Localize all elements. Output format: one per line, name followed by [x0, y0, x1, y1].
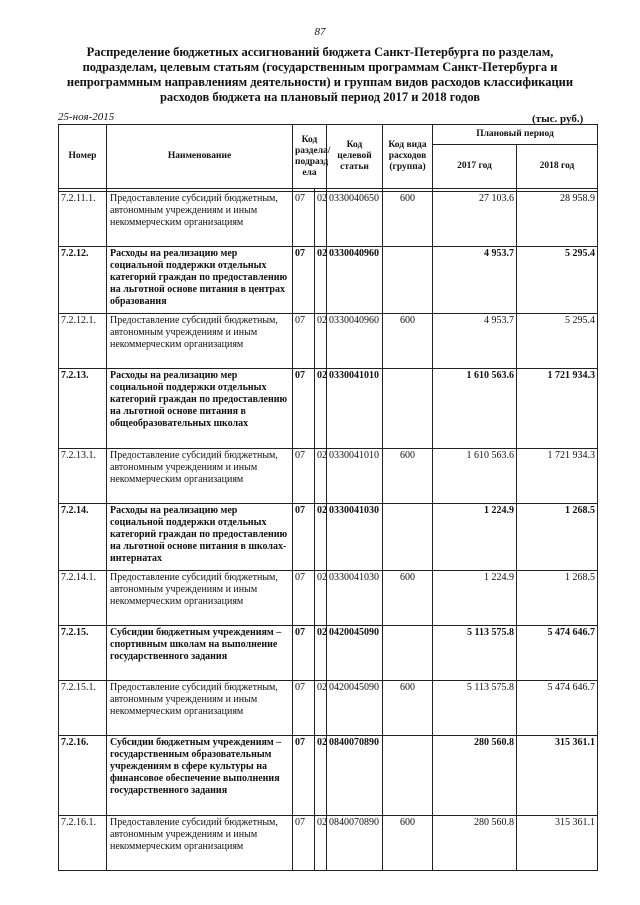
table-row — [59, 192, 598, 247]
row-name: Предоставление субсидий бюджетным, автономным учреждениям и иным некоммерческим организациям — [107, 192, 293, 247]
header-name: Наименование — [107, 125, 293, 189]
row-subsection: 02 — [315, 816, 327, 871]
row-subsection: 02 — [315, 681, 327, 736]
units-label: (тыс. руб.) — [532, 113, 584, 125]
row-target-code: 0330040960 — [327, 247, 383, 314]
row-value-2017: 4 953.7 — [433, 247, 517, 314]
row-section: 07 — [293, 504, 315, 571]
row-number: 7.2.15.1. — [59, 681, 107, 736]
row-section: 07 — [293, 571, 315, 626]
row-value-2017: 1 224.9 — [433, 571, 517, 626]
row-value-2018: 5 474 646.7 — [517, 681, 598, 736]
row-value-2018: 5 295.4 — [517, 247, 598, 314]
table-row — [59, 816, 598, 871]
row-section: 07 — [293, 449, 315, 504]
table-row — [59, 247, 598, 314]
row-value-2017: 280 560.8 — [433, 816, 517, 871]
row-target-code: 0840070890 — [327, 736, 383, 816]
row-section: 07 — [293, 681, 315, 736]
row-section: 07 — [293, 192, 315, 247]
row-expense-kind — [383, 369, 433, 449]
row-value-2018: 315 361.1 — [517, 816, 598, 871]
row-subsection: 02 — [315, 504, 327, 571]
row-value-2018: 28 958.9 — [517, 192, 598, 247]
row-number: 7.2.13.1. — [59, 449, 107, 504]
row-name: Расходы на реализацию мер социальной поддержки отдельных категорий граждан по предоставлению на льготной основе питания в школах-интернатах — [107, 504, 293, 571]
row-subsection: 02 — [315, 571, 327, 626]
row-number: 7.2.16. — [59, 736, 107, 816]
row-value-2017: 4 953.7 — [433, 314, 517, 369]
row-value-2018: 5 474 646.7 — [517, 626, 598, 681]
row-number: 7.2.14.1. — [59, 571, 107, 626]
row-number: 7.2.13. — [59, 369, 107, 449]
row-value-2018: 1 721 934.3 — [517, 449, 598, 504]
header-period: Плановый период — [433, 125, 598, 145]
header-number: Номер — [59, 125, 107, 189]
row-section: 07 — [293, 816, 315, 871]
row-target-code: 0330041030 — [327, 571, 383, 626]
row-number: 7.2.12. — [59, 247, 107, 314]
row-subsection: 02 — [315, 626, 327, 681]
row-section: 07 — [293, 247, 315, 314]
row-subsection: 02 — [315, 736, 327, 816]
row-expense-kind: 600 — [383, 314, 433, 369]
row-value-2017: 280 560.8 — [433, 736, 517, 816]
row-target-code: 0330040960 — [327, 314, 383, 369]
row-expense-kind: 600 — [383, 681, 433, 736]
table-row — [59, 504, 598, 571]
row-value-2018: 315 361.1 — [517, 736, 598, 816]
row-value-2017: 1 610 563.6 — [433, 369, 517, 449]
row-name: Предоставление субсидий бюджетным, автономным учреждениям и иным некоммерческим организациям — [107, 571, 293, 626]
row-value-2017: 1 224.9 — [433, 504, 517, 571]
table-row — [59, 736, 598, 816]
row-subsection: 02 — [315, 369, 327, 449]
row-target-code: 0420045090 — [327, 681, 383, 736]
page-number: 87 — [314, 26, 326, 38]
row-number: 7.2.11.1. — [59, 192, 107, 247]
row-subsection: 02 — [315, 192, 327, 247]
row-expense-kind — [383, 504, 433, 571]
row-name: Предоставление субсидий бюджетным, автономным учреждениям и иным некоммерческим организациям — [107, 314, 293, 369]
row-number: 7.2.16.1. — [59, 816, 107, 871]
row-value-2017: 5 113 575.8 — [433, 626, 517, 681]
row-name: Субсидии бюджетным учреждениям – государственным образовательным учреждениям в сфере культуры на финансовое обеспечение выполнения государственного задания — [107, 736, 293, 816]
header-2018: 2018 год — [517, 145, 598, 189]
row-target-code: 0330041010 — [327, 369, 383, 449]
row-value-2018: 1 721 934.3 — [517, 369, 598, 449]
row-name: Субсидии бюджетным учреждениям – спортивным школам на выполнение государственного задания — [107, 626, 293, 681]
table-row — [59, 314, 598, 369]
row-subsection: 02 — [315, 314, 327, 369]
row-section: 07 — [293, 736, 315, 816]
header-target: Код целевой статьи — [327, 125, 383, 189]
document-title: Распределение бюджетных ассигнований бюджета Санкт-Петербурга по разделам, подразделам, целевым статьям (государственным программам Санкт-Петербурга и непрограммным направлениям деятельности) и группам видов расходов классификации расходов бюджета на плановый период 2017 и 2018 годов — [66, 45, 574, 104]
row-name: Предоставление субсидий бюджетным, автономным учреждениям и иным некоммерческим организациям — [107, 681, 293, 736]
row-target-code: 0330041010 — [327, 449, 383, 504]
row-section: 07 — [293, 626, 315, 681]
table-row — [59, 369, 598, 449]
row-subsection: 02 — [315, 247, 327, 314]
row-target-code: 0840070890 — [327, 816, 383, 871]
row-expense-kind: 600 — [383, 449, 433, 504]
document-date: 25-ноя-2015 — [58, 111, 115, 123]
row-name: Расходы на реализацию мер социальной поддержки отдельных категорий граждан по предоставлению на льготной основе питания в центрах образования — [107, 247, 293, 314]
row-expense-kind — [383, 626, 433, 681]
row-subsection: 02 — [315, 449, 327, 504]
table-body — [59, 192, 598, 871]
row-number: 7.2.12.1. — [59, 314, 107, 369]
row-target-code: 0330040650 — [327, 192, 383, 247]
table-row — [59, 449, 598, 504]
row-name: Предоставление субсидий бюджетным, автономным учреждениям и иным некоммерческим организациям — [107, 449, 293, 504]
row-section: 07 — [293, 314, 315, 369]
row-value-2018: 1 268.5 — [517, 504, 598, 571]
row-number: 7.2.14. — [59, 504, 107, 571]
table-row — [59, 571, 598, 626]
header-2017: 2017 год — [433, 145, 517, 189]
row-name: Расходы на реализацию мер социальной поддержки отдельных категорий граждан по предоставлению на льготной основе питания в общеобразовательных школах — [107, 369, 293, 449]
row-value-2017: 5 113 575.8 — [433, 681, 517, 736]
table-row — [59, 626, 598, 681]
row-target-code: 0330041030 — [327, 504, 383, 571]
row-expense-kind: 600 — [383, 192, 433, 247]
table-row — [59, 681, 598, 736]
header-section: Код раздела/ подразд ела — [293, 125, 327, 189]
row-target-code: 0420045090 — [327, 626, 383, 681]
row-value-2018: 5 295.4 — [517, 314, 598, 369]
row-section: 07 — [293, 369, 315, 449]
row-value-2017: 27 103.6 — [433, 192, 517, 247]
row-number: 7.2.15. — [59, 626, 107, 681]
row-expense-kind — [383, 736, 433, 816]
row-name: Предоставление субсидий бюджетным, автономным учреждениям и иным некоммерческим организациям — [107, 816, 293, 871]
row-expense-kind: 600 — [383, 571, 433, 626]
row-value-2017: 1 610 563.6 — [433, 449, 517, 504]
row-value-2018: 1 268.5 — [517, 571, 598, 626]
budget-table — [58, 124, 598, 871]
row-expense-kind — [383, 247, 433, 314]
header-kind: Код вида расходов (группа) — [383, 125, 433, 189]
row-expense-kind: 600 — [383, 816, 433, 871]
